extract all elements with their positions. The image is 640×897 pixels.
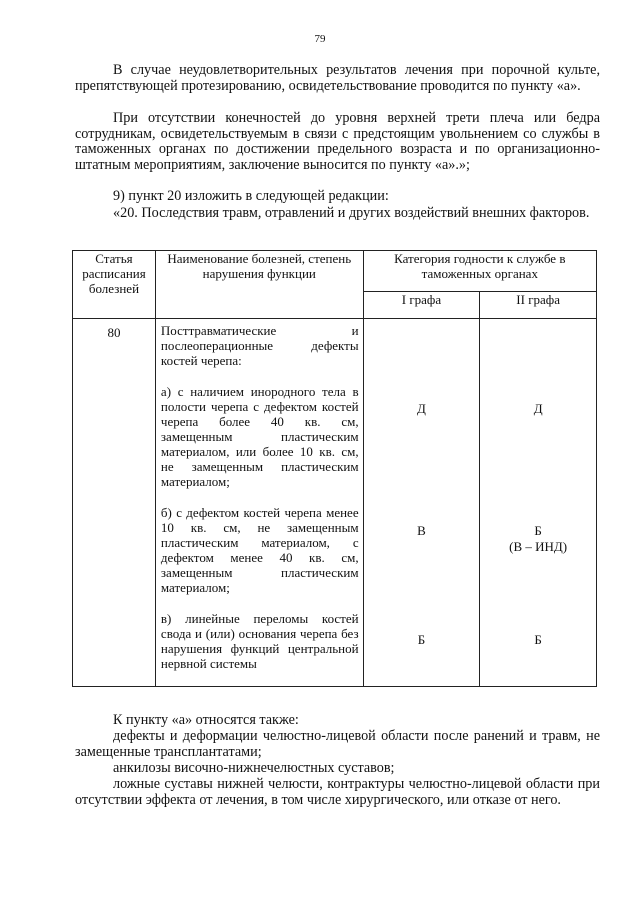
column-1-values [363, 319, 480, 687]
item-b-column-2: Б [534, 523, 542, 538]
item-b-column-1: В [417, 523, 426, 538]
paragraph-defects: дефекты и деформации челюстно-лицевой области после ранений и травм, не замещенные трансплантатами; [75, 728, 600, 760]
disease-intro: Посттравматические и послеоперационные дефекты костей черепа: [160, 323, 359, 368]
paragraph-false-joints: ложные суставы нижней челюсти, контрактуры челюстно-лицевой области при отсутствии эффекта от лечения, в том числе хирургического, или отказе от него. [75, 776, 600, 808]
header-fitness-category: Категория годности к службе в таможенных органах [363, 251, 596, 292]
disease-item-c: в) линейные переломы костей свода и (или) основания черепа без нарушения функций центральной нервной системы [160, 611, 359, 671]
header-article: Статья расписания болезней [73, 251, 156, 319]
paragraph-item-9: 9) пункт 20 изложить в следующей редакции: [113, 188, 389, 204]
item-c-column-1: Б [417, 632, 426, 647]
table-row [73, 319, 597, 687]
header-column-1: I графа [363, 292, 480, 319]
page-number: 79 [314, 33, 326, 45]
article-number: 80 [73, 319, 156, 687]
paragraph-point-a-also: К пункту «а» относятся также: [113, 712, 299, 728]
header-disease-name: Наименование болезней, степень нарушения функции [155, 251, 363, 319]
item-b-column-2-note: (В – ИНД) [509, 539, 568, 554]
column-2-values [480, 319, 597, 687]
disease-description [155, 319, 363, 687]
paragraph-stump: В случае неудовлетворительных результатов лечения при порочной культе, препятствующей протезированию, освидетельствование проводится по пункту «а». [75, 62, 600, 94]
disease-table [72, 250, 597, 687]
item-a-column-2: Д [533, 401, 543, 416]
paragraph-item-20: «20. Последствия травм, отравлений и других воздействий внешних факторов. [113, 205, 590, 221]
paragraph-ankylosis: анкилозы височно-нижнечелюстных суставов; [113, 760, 395, 776]
item-c-column-2: Б [534, 632, 542, 647]
paragraph-limbs: При отсутствии конечностей до уровня верхней трети плеча или бедра сотрудникам, освидетельствуемым в связи с предстоящим увольнением со службы в таможенных органах по достижении предельного возраста и по организационно-штатным мероприятиям, заключение выносится по пункту «а».»; [75, 110, 600, 173]
header-column-2: II графа [480, 292, 597, 319]
item-a-column-1: Д [417, 401, 426, 416]
disease-item-b: б) с дефектом костей черепа менее 10 кв. см, не замещенным пластическим материалом, с дефектом менее 40 кв. см, замещенным пластическим материалом; [160, 505, 359, 595]
disease-item-a: а) с наличием инородного тела в полости черепа с дефектом костей черепа более 40 кв. см, замещенным пластическим материалом, или более 10 кв. см, не замещенным пластическим материалом; [160, 384, 359, 489]
